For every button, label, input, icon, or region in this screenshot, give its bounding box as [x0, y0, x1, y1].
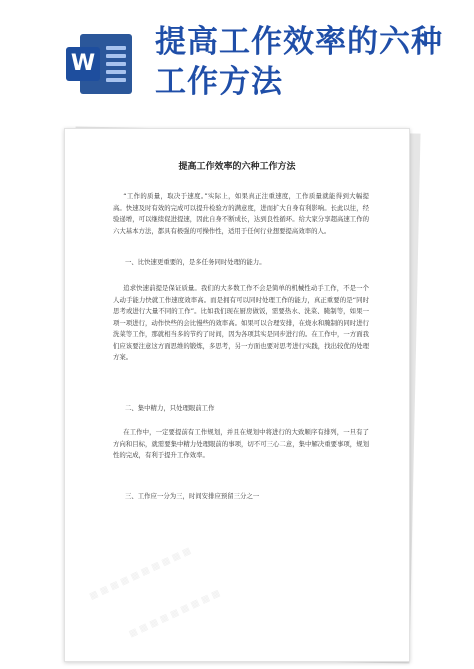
paragraph-intro: “工作的质量，取决于速度。”实际上，如果真正注重速度，工作质量就能得到大幅提高。快速及时有效的完成可以提升检验方的满意度，进而扩大自身有利影响。长此以往，经验递增，可以继续促进提速，因此自身不断成长，达到良性循环。给大家分享超高速工作的六大基本方法，都具有极强的可操作性，适用于任何行业想要提高效率的人。: [113, 192, 369, 235]
doc-line-4: [106, 70, 126, 74]
word-doc-icon: [66, 34, 132, 94]
doc-line-2: [106, 54, 126, 58]
banner-title: 提高工作效率的六种工作方法: [155, 24, 443, 100]
word-letter-tile: W: [66, 47, 100, 81]
document-page: [64, 128, 410, 662]
paragraph-2: 在工作中，一定要提前有工作规划，并且在规划中将进行的大致顺序有排列，一旦有了方向和目标，就需要集中精力处理眼前的事项，切不可三心二意，集中解决重要事项，规划性的完成，有利于提升工作效率。: [113, 428, 369, 459]
watermark-decoration: ▦ ▦ ▦ ▦ ▦ ▦ ▦ ▦ ▦: [127, 588, 222, 640]
section-heading-1: 一、比快速更重要的，是多任务同时处理的能力。: [125, 258, 266, 266]
banner: [0, 0, 474, 125]
doc-line-5: [106, 78, 126, 82]
section-heading-2: 二、集中精力，只处理眼前工作: [125, 404, 215, 412]
watermark-decoration: ▦ ▦ ▦ ▦ ▦ ▦ ▦ ▦ ▦ ▦: [88, 546, 193, 602]
document-title: 提高工作效率的六种工作方法: [178, 162, 296, 172]
doc-line-3: [106, 62, 126, 66]
section-heading-3: 三、工作应一分为三，时间安排应预留三分之一: [125, 492, 260, 500]
paragraph-1: 追求快速前提是保证质量。我们的大多数工作不会是简单的机械性动手工作，不是一个人动手能力快就工作速度效率高。而是拥有可以同时处理工作的能力，真正重要的是“同时思考或进行大量不同的工作”。比如我们现在厨房做饭，需要热水、洗菜、腌制等，如果一项一项进行，动作快些的会比慢些的效率高。如果可以合理安排，在烧水和腌制的同时进行洗菜等工作，那就相当多的节约了时间，因为各项其实是同步进行的。在工作中，一方面我们应该要注意这方面思维的锻炼，多思考，另一方面也要对思考进行实践，找出较优的处理方案。: [113, 284, 369, 361]
doc-line-1: [106, 46, 126, 50]
